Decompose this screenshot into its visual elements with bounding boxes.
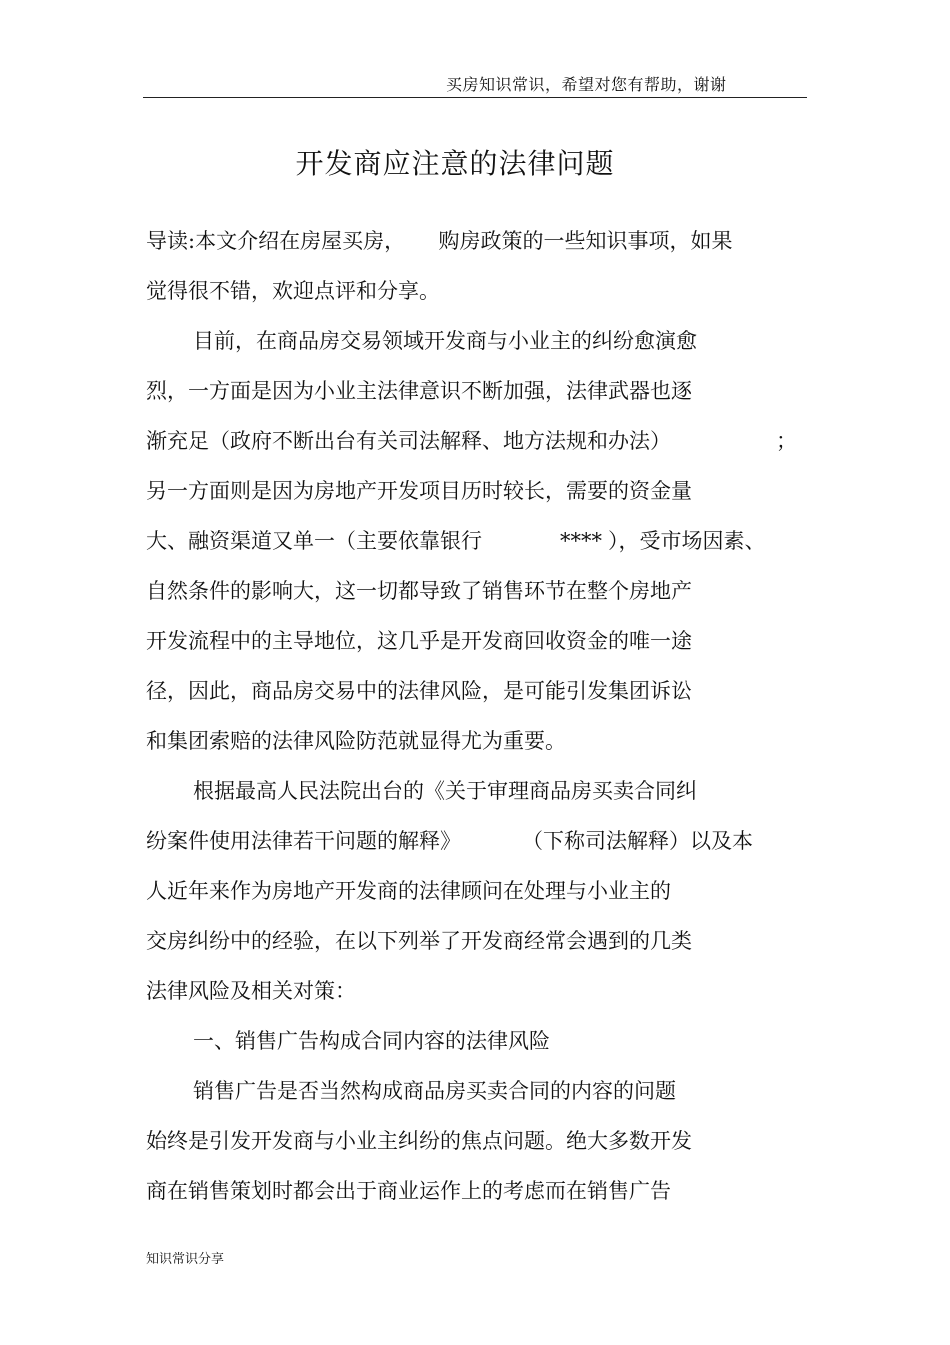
body-line: 自然条件的影响大，这一切都导致了销售环节在整个房地产	[146, 579, 692, 603]
body-line-fragment: ；	[776, 429, 797, 453]
body-line: 大、融资渠道又单一（主要依靠银行	[146, 529, 482, 553]
header-rule	[143, 97, 807, 98]
footer-text: 知识常识分享	[146, 1252, 225, 1267]
body-line-fragment: ****	[560, 529, 602, 553]
body-line: 烈，一方面是因为小业主法律意识不断加强，法律武器也逐	[146, 379, 692, 403]
section-heading: 一、销售广告构成合同内容的法律风险	[193, 1029, 550, 1053]
body-line: 径，因此，商品房交易中的法律风险，是可能引发集团诉讼	[146, 679, 692, 703]
body-line: 商在销售策划时都会出于商业运作上的考虑而在销售广告	[146, 1179, 671, 1203]
body-line: 开发流程中的主导地位，这几乎是开发商回收资金的唯一途	[146, 629, 692, 653]
body-line: 渐充足（政府不断出台有关司法解释、地方法规和办法）	[146, 429, 671, 453]
body-line: 交房纠纷中的经验，在以下列举了开发商经常会遇到的几类	[146, 929, 692, 953]
body-line: 导读:本文介绍在房屋买房， 购房政策的一些知识事项，如果	[146, 229, 733, 253]
body-line: 和集团索赔的法律风险防范就显得尤为重要。	[146, 729, 566, 753]
header-text: 买房知识常识，希望对您有帮助，谢谢	[446, 75, 727, 94]
body-line-fragment: （下称司法解释）以及本	[522, 829, 753, 853]
body-line: 始终是引发开发商与小业主纠纷的焦点问题。绝大多数开发	[146, 1129, 692, 1153]
body-line: 纷案件使用法律若干问题的解释》	[146, 829, 461, 853]
body-line: 法律风险及相关对策：	[146, 979, 356, 1003]
body-line: 人近年来作为房地产开发商的法律顾问在处理与小业主的	[146, 879, 671, 903]
body-line: 目前，在商品房交易领域开发商与小业主的纠纷愈演愈	[193, 329, 697, 353]
body-line: 另一方面则是因为房地产开发项目历时较长，需要的资金量	[146, 479, 692, 503]
body-line: 觉得很不错，欢迎点评和分享。	[146, 279, 440, 303]
document-title: 开发商应注意的法律问题	[295, 147, 615, 180]
body-line: 根据最高人民法院出台的《关于审理商品房买卖合同纠	[193, 779, 697, 803]
body-line-fragment: ），受市场因素、	[608, 529, 766, 553]
body-line: 销售广告是否当然构成商品房买卖合同的内容的问题	[193, 1079, 676, 1103]
